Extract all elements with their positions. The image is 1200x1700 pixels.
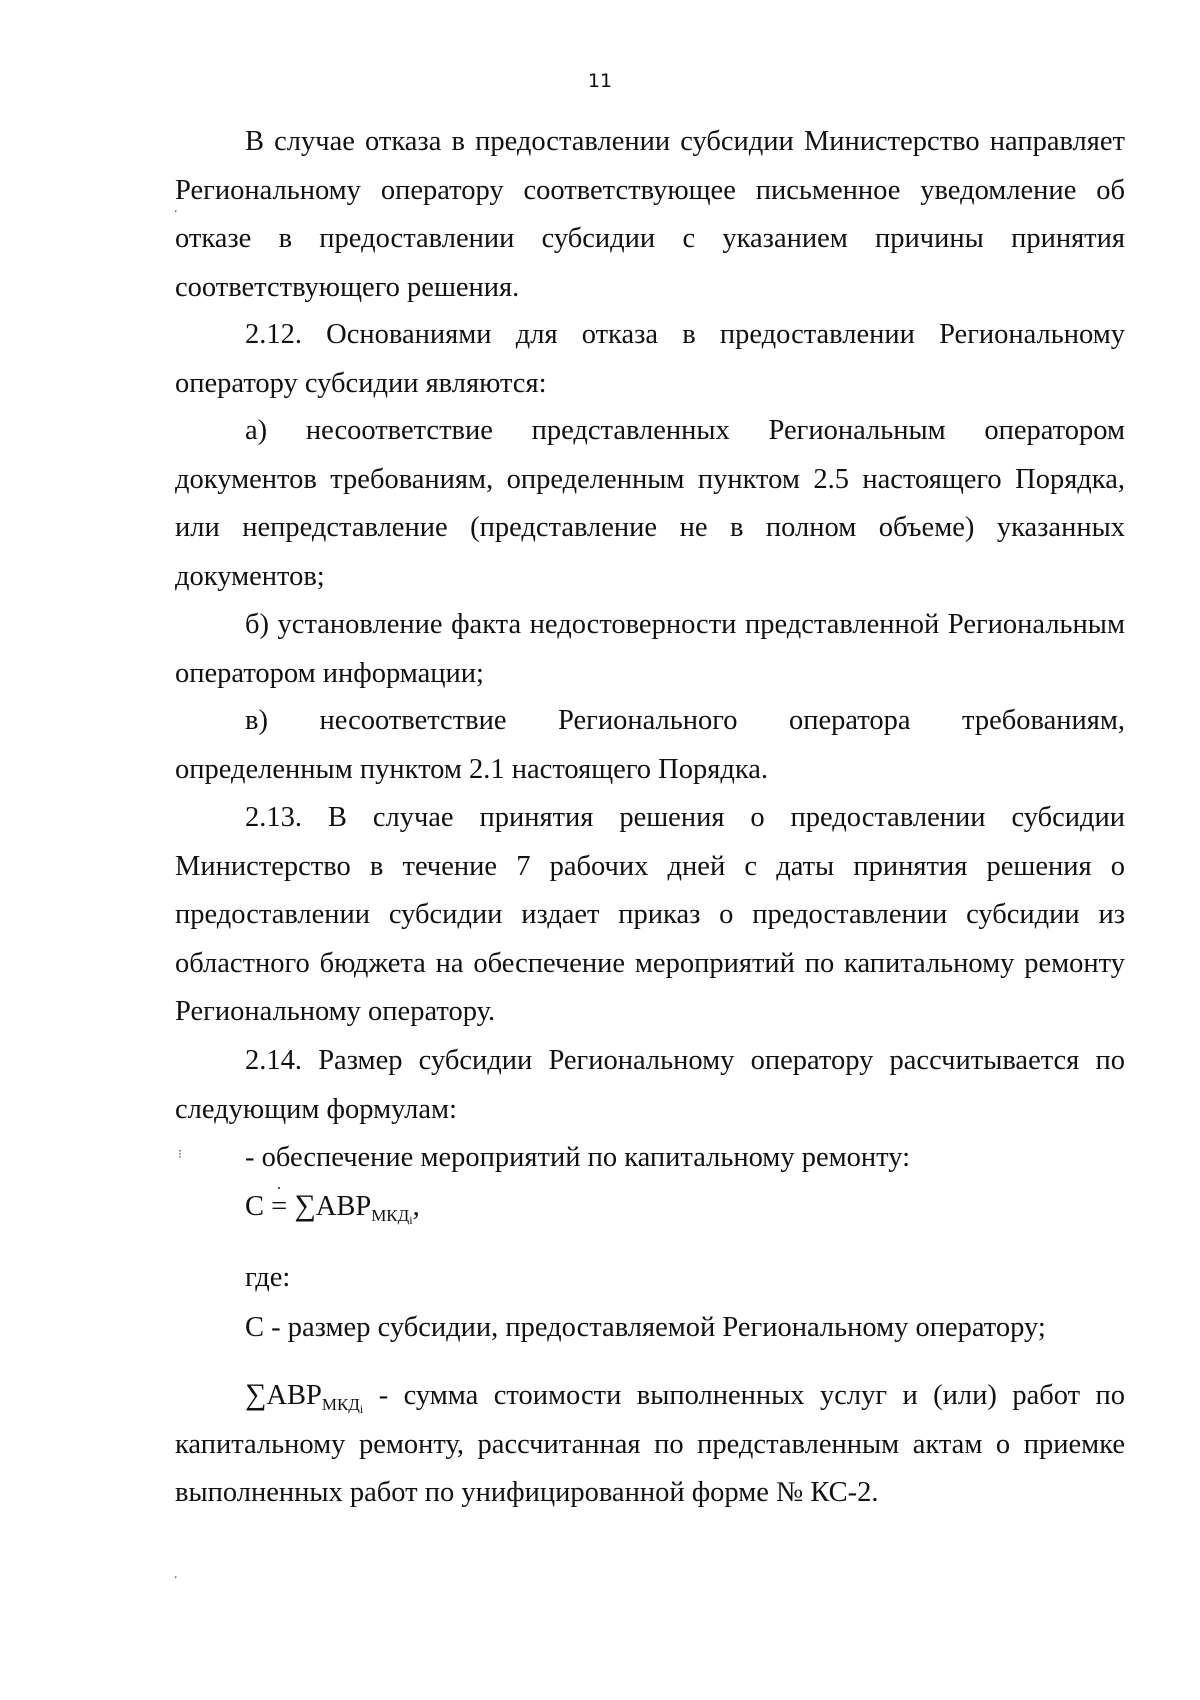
paragraph-item-v: в) несоответствие Регионального оператора требованиям, определенным пунктом 2.1 настоящего Порядка.	[175, 705, 1125, 785]
where-label: где:	[245, 1262, 291, 1293]
definition-sum-term: АВР	[266, 1380, 322, 1411]
definition-sum-text: - сумма стоимости выполненных услуг и (или) работ по капитальному ремонту, рассчитанная по представленным актам о приемке выполненных работ по унифицированной форме № КС-2.	[175, 1380, 1125, 1508]
definition-sum-subscript: МКДi	[321, 1395, 364, 1416]
scan-speck: ˑ	[174, 206, 179, 220]
page-number: 11	[587, 70, 613, 92]
formula-equals: =	[271, 1183, 287, 1232]
formula-subsidy	[175, 1183, 1125, 1232]
scan-speck: ˑ	[174, 1572, 179, 1586]
sigma-symbol: ∑	[294, 1189, 316, 1222]
formula-index: i	[409, 1213, 413, 1227]
paragraph-2-12: 2.12. Основаниями для отказа в предоставлении Региональному оператору субсидии являются:	[175, 319, 1125, 399]
formula-lhs: С	[245, 1191, 265, 1222]
paragraph-item-b: б) установление факта недостоверности представленной Региональным оператором информации;	[175, 609, 1125, 689]
sigma-symbol: ∑	[245, 1378, 267, 1411]
definition-sum-index: i	[359, 1402, 364, 1416]
paragraph-item-a: а) несоответствие представленных Региональным оператором документов требованиям, определенным пунктом 2.5 настоящего Порядка, или непредставление (представление не в полном объеме) указанных документов;	[175, 415, 1125, 592]
definition-sum	[175, 1372, 1125, 1518]
paragraph-refusal-notice: В случае отказа в предоставлении субсидии Министерство направляет Региональному оператору соответствующее письменное уведомление об отказе в предоставлении субсидии с указанием причины принятия соответствующего решения.	[175, 126, 1125, 303]
formula-subscript: МКДi	[371, 1206, 413, 1227]
scan-speck: ⁝	[178, 1147, 182, 1161]
definition-c: С - размер субсидии, предоставляемой Региональному оператору;	[245, 1312, 1046, 1343]
paragraph-formula-intro: - обеспечение мероприятий по капитальному ремонту:	[245, 1142, 911, 1173]
paragraph-2-13: 2.13. В случае принятия решения о предоставлении субсидии Министерство в течение 7 рабочих дней с даты принятия решения о предоставлении субсидии издает приказ о предоставлении субсидии из областного бюджета на обеспечение мероприятий по капитальному ремонту Региональному оператору.	[175, 802, 1125, 1027]
formula-term: АВР	[315, 1191, 372, 1222]
paragraph-2-14: 2.14. Размер субсидии Региональному оператору рассчитывается по следующим формулам:	[175, 1045, 1125, 1125]
formula-trail: ,	[412, 1191, 420, 1222]
